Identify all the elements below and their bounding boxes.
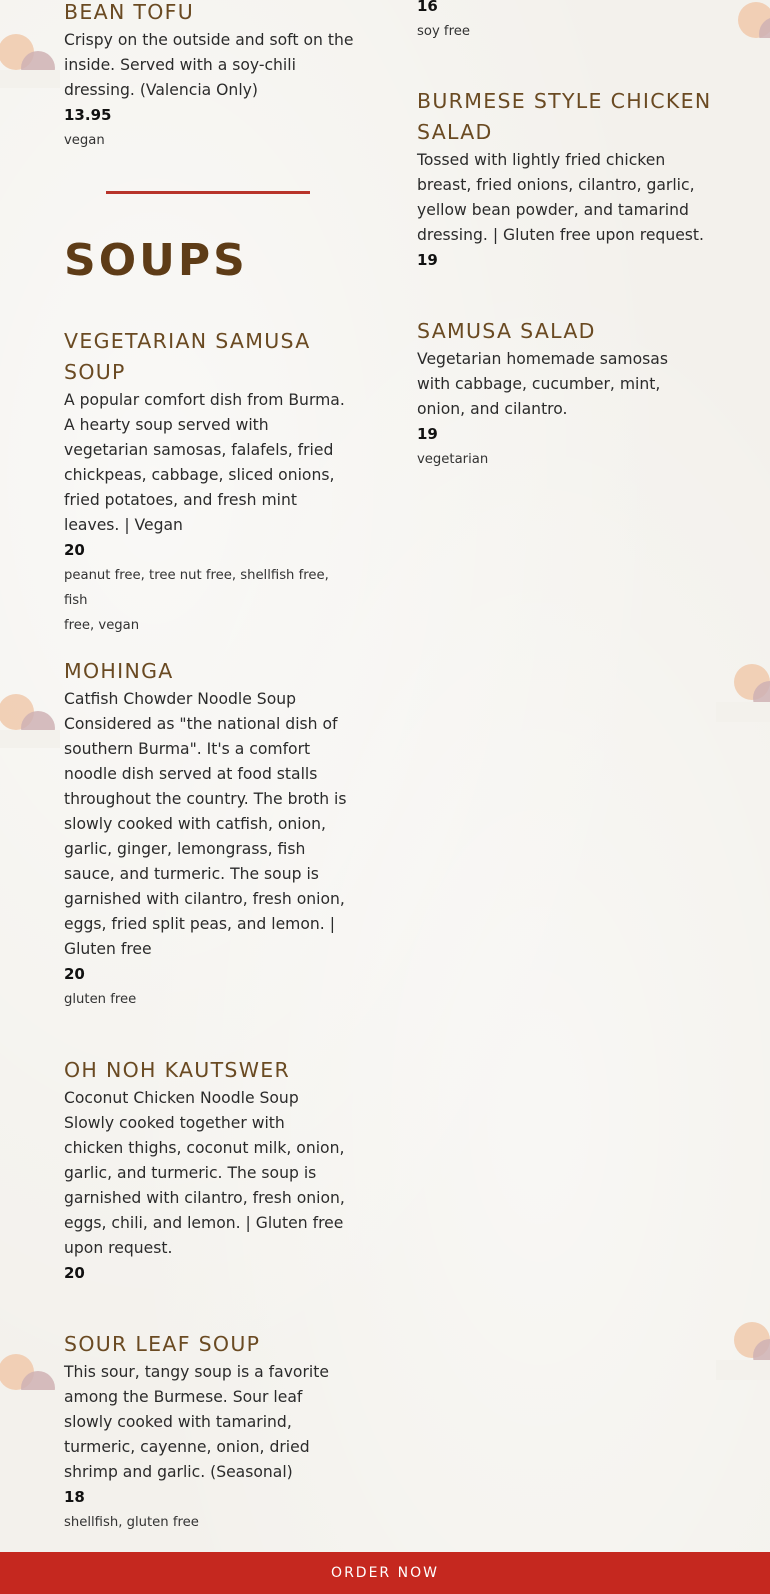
item-price: 20: [64, 541, 85, 559]
item-price: 13.95: [64, 106, 112, 124]
item-tags: gluten free: [64, 992, 137, 1007]
menu-item-bean-tofu: [64, 0, 354, 153]
item-name: BEAN TOFU: [64, 0, 195, 24]
item-description: Crispy on the outside and soft on the inside. Served with a soy-chili dressing. (Valencia Only): [64, 31, 354, 99]
item-name: OH NOH KAUTSWER: [64, 1058, 291, 1082]
section-divider: [106, 191, 310, 194]
item-tags: vegetarian: [417, 452, 489, 467]
menu-item-vegetarian-samusa-soup: [64, 326, 354, 638]
scallop-fan-icon: [726, 0, 770, 60]
item-description: Catfish Chowder Noodle Soup Considered as "the national dish of southern Burma". It's a comfort noodle dish served at food stalls throughout the country. The broth is slowly cooked with catfish, onion, garlic, ginger, lemongrass, fish sauce, and turmeric. The soup is garnished with cilantro, fresh onion, eggs, fried split peas, and lemon. | Gluten free: [64, 690, 347, 958]
item-tags: vegan: [64, 133, 105, 148]
scallop-fan-icon: [0, 28, 60, 88]
item-name: BURMESE STYLE CHICKEN SALAD: [417, 89, 712, 144]
scallop-fan-icon: [716, 662, 770, 722]
menu-item-samusa-salad: [417, 316, 717, 472]
item-price: 19: [417, 251, 438, 269]
item-tags: peanut free, tree nut free, shellfish free, fish free, vegan: [64, 568, 329, 633]
item-price: 16: [417, 0, 438, 15]
item-description: Tossed with lightly fried chicken breast, fried onions, cilantro, garlic, yellow bean powder, and tamarind dressing. | Gluten free upon request.: [417, 151, 704, 244]
item-price: 20: [64, 1264, 85, 1282]
item-name: VEGETARIAN SAMUSA SOUP: [64, 329, 311, 384]
menu-item-mohinga: [64, 656, 354, 1012]
item-description: Vegetarian homemade samosas with cabbage, cucumber, mint, onion, and cilantro.: [417, 350, 668, 418]
item-name: MOHINGA: [64, 659, 174, 683]
menu-item-partial-top: [417, 0, 717, 44]
menu-item-burmese-chicken-salad: [417, 86, 717, 273]
item-description: Coconut Chicken Noodle Soup Slowly cooked together with chicken thighs, coconut milk, onion, garlic, and turmeric. The soup is garnished with cilantro, fresh onion, eggs, chili, and lemon. | Gluten free upon request.: [64, 1089, 345, 1257]
item-tags: soy free: [417, 24, 470, 39]
scallop-fan-icon: [0, 1348, 60, 1408]
item-description: This sour, tangy soup is a favorite among the Burmese. Sour leaf slowly cooked with tamarind, turmeric, cayenne, onion, dried shrimp and garlic. (Seasonal): [64, 1363, 329, 1481]
item-name: SOUR LEAF SOUP: [64, 1332, 261, 1356]
item-price: 20: [64, 965, 85, 983]
menu-item-sour-leaf-soup: [64, 1329, 354, 1535]
item-name: SAMUSA SALAD: [417, 319, 596, 343]
scallop-fan-icon: [716, 1320, 770, 1380]
scallop-fan-icon: [0, 688, 60, 748]
order-now-button[interactable]: [0, 1552, 770, 1594]
menu-item-oh-noh-kautswer: [64, 1055, 354, 1286]
item-description: A popular comfort dish from Burma. A hearty soup served with vegetarian samosas, falafels, fried chickpeas, cabbage, sliced onions, fried potatoes, and fresh mint leaves. | Vegan: [64, 391, 345, 534]
item-price: 18: [64, 1488, 85, 1506]
item-tags: shellfish, gluten free: [64, 1515, 199, 1530]
order-now-label: ORDER NOW: [331, 1565, 439, 1581]
section-title: SOUPS: [64, 235, 248, 286]
item-price: 19: [417, 425, 438, 443]
